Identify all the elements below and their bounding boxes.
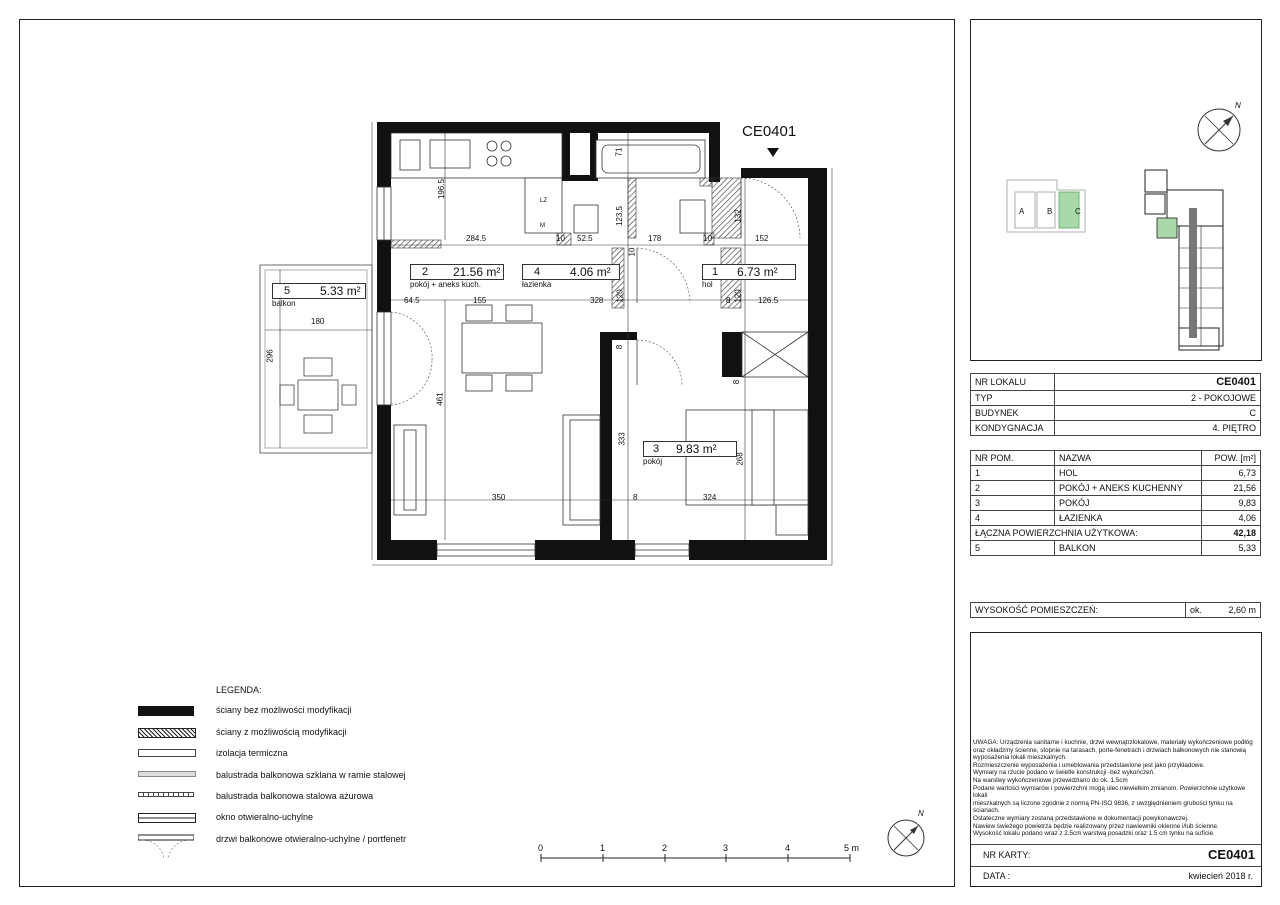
room-name: hol (702, 280, 713, 289)
dim-label: 10 (556, 234, 565, 243)
notes-panel (970, 632, 1262, 887)
notes-text: UWAGA: Urządzenia sanitarne i kuchnie, drzwi wewnątrzlokalowe, materiały wykończeniowe podłóg oraz okładziny ścienne, stopnie na tarasach, porte-fenetrach i drzwiach balkonowych nie stanowią wyposażenia lokali mieszkalnych. Rozmieszczenie wyposażenia i umeblowania przedstawione jest jako przykładowe. Wymiary na rzucie podano w świetle konstrukcji -bez wykończeń. Na warstwy wykończeniowe przewidziano do ok. 1,5cm Podane wartości wymiarów i powierzchni mogą ulec niewielkim zmianom. Powierzchnie użytkowe lokali mieszkalnych są liczone zgodnie z normą PN-ISO 9836, z uwzględnieniem grubości tynku na ścianach. Ostateczne wymiary zostaną przedstawione w dokumentacji powykonawczej. Nawiew świeżego powietrza będzie realizowany przez nawiewniki okienne i/lub ścienne. Wysokość lokalu podano wraz z 2.5cm warstwą posadzki oraz 1.5 cm tynku na sufície. (973, 739, 1253, 838)
table-row: 3 POKÓJ 9,83 (971, 496, 1261, 511)
scale-tick: 5 m (844, 843, 860, 853)
info-row: KONDYGNACJA 4. PIĘTRO (971, 421, 1261, 436)
compass-panel (970, 19, 1262, 361)
dim-label: 350 (492, 493, 506, 502)
dim-label: 155 (473, 296, 487, 305)
scale-tick: 4 (785, 843, 791, 853)
room-area: 9.83 m² (676, 442, 717, 456)
scale-tick: 3 (723, 843, 729, 853)
dim-label: 64.5 (404, 296, 420, 305)
room-label-3 (643, 441, 735, 467)
dim-label: 123.5 (615, 205, 625, 227)
room-area: 4.06 m² (570, 265, 611, 279)
kitchen-appliance-label: LZ (540, 198, 548, 204)
dim-label: 8 (726, 296, 731, 305)
unit-info-table (970, 373, 1261, 436)
legend-item-balcony-door: drzwi balkonowe otwieralno-uchylne / portfenetr (138, 833, 398, 859)
height-value: 2,60 m (1212, 603, 1261, 618)
rooms-header: NR POM. NAZWA POW. [m²] (971, 451, 1261, 466)
legend-item-partition: ściany z możliwością modyfikacji (138, 726, 398, 740)
dim-label: 8 (732, 379, 742, 385)
legend-item-glass-railing: balustrada balkonowa szklana w ramie stalowej (138, 769, 398, 783)
scale-tick: 2 (662, 843, 668, 853)
dim-label: 71 (614, 147, 624, 157)
legend-title: LEGENDA: (216, 685, 262, 695)
height-label: WYSOKOŚĆ POMIESZCZEŃ: (971, 603, 1186, 618)
info-row: NR LOKALU CE0401 (971, 374, 1261, 391)
room-label-4 (522, 264, 618, 290)
room-name: balkon (272, 299, 296, 308)
dim-label: 178 (648, 234, 662, 243)
floor-keyplan (1137, 168, 1237, 358)
dim-label: 284.5 (466, 234, 487, 243)
room-name: pokój + aneks kuch. (410, 280, 481, 289)
dim-label: 328 (590, 296, 604, 305)
compass-icon (1191, 100, 1251, 160)
table-row: 5 BALKON 5,33 (971, 541, 1261, 556)
dim-label: 152 (755, 234, 769, 243)
table-row: 2 POKÓJ + ANEKS KUCHENNY 21,56 (971, 481, 1261, 496)
scale-tick: 0 (538, 843, 544, 853)
total-row: ŁĄCZNA POWIERZCHNIA UŻYTKOWA: 42,18 (971, 526, 1261, 541)
rooms-table (970, 450, 1261, 556)
dim-label: 52.5 (577, 234, 593, 243)
dim-label: 8 (633, 493, 638, 502)
dim-label: 461 (435, 392, 445, 406)
dim-label: 126.5 (758, 296, 779, 305)
dim-label: 196.5 (437, 178, 447, 200)
card-value: CE0401 (1208, 847, 1255, 862)
info-row: TYP 2 - POKOJOWE (971, 391, 1261, 406)
unit-id-label: CE0401 (742, 123, 797, 140)
door-symbol-icon (138, 833, 194, 859)
date-label: DATA : (983, 871, 1011, 881)
dim-label: 333 (617, 432, 627, 446)
dim-label: 268 (735, 452, 745, 466)
scale-bar (530, 850, 870, 864)
dim-label: 180 (311, 317, 325, 326)
dim-label: 324 (703, 493, 717, 502)
date-value: kwiecień 2018 r. (1188, 871, 1253, 881)
dim-label: 296 (265, 349, 275, 363)
room-name: pokój (643, 457, 663, 466)
height-prefix: ok. (1186, 603, 1213, 618)
legend-item-window: okno otwieralno-uchylne (138, 811, 398, 825)
dim-label: 10 (703, 234, 712, 243)
room-num: 5 (284, 285, 291, 297)
keyplan-building: A (1019, 207, 1025, 216)
legend-item-steel-railing: balustrada balkonowa stalowa ażurowa (138, 790, 398, 804)
scale-tick: 1 (600, 843, 606, 853)
table-row: 4 ŁAZIENKA 4,06 (971, 511, 1261, 526)
room-label-2 (410, 264, 502, 290)
table-row: 1 HOL 6,73 (971, 466, 1261, 481)
dim-label: 10 (627, 247, 637, 257)
room-num: 3 (653, 443, 660, 455)
legend-item-structural: ściany bez możliwości modyfikacji (138, 704, 398, 718)
keyplan-building: C (1075, 207, 1081, 216)
room-height-row (970, 602, 1261, 618)
room-num: 2 (422, 266, 429, 278)
compass-letter: N (1235, 101, 1241, 110)
room-area: 6.73 m² (737, 265, 778, 279)
room-label-1 (702, 264, 794, 290)
card-label: NR KARTY: (983, 850, 1031, 860)
dim-label: 120 (733, 289, 743, 303)
dim-label: 65 (732, 347, 742, 357)
legend-item-insulation: izolacja termiczna (138, 747, 398, 761)
keyplan-building: B (1047, 207, 1053, 216)
room-num: 1 (712, 266, 719, 278)
dim-label: 120 (615, 289, 625, 303)
room-name: łazienka (522, 280, 552, 289)
info-row: BUDYNEK C (971, 406, 1261, 421)
compass-icon (882, 809, 932, 862)
compass-letter: N (918, 809, 924, 818)
room-label-5 (272, 283, 364, 309)
dim-label: 132 (733, 209, 743, 223)
room-area: 21.56 m² (453, 265, 501, 279)
kitchen-appliance-label: M (540, 223, 545, 229)
dim-label: 8 (615, 344, 625, 350)
room-num: 4 (534, 266, 541, 278)
room-area: 5.33 m² (320, 284, 361, 298)
